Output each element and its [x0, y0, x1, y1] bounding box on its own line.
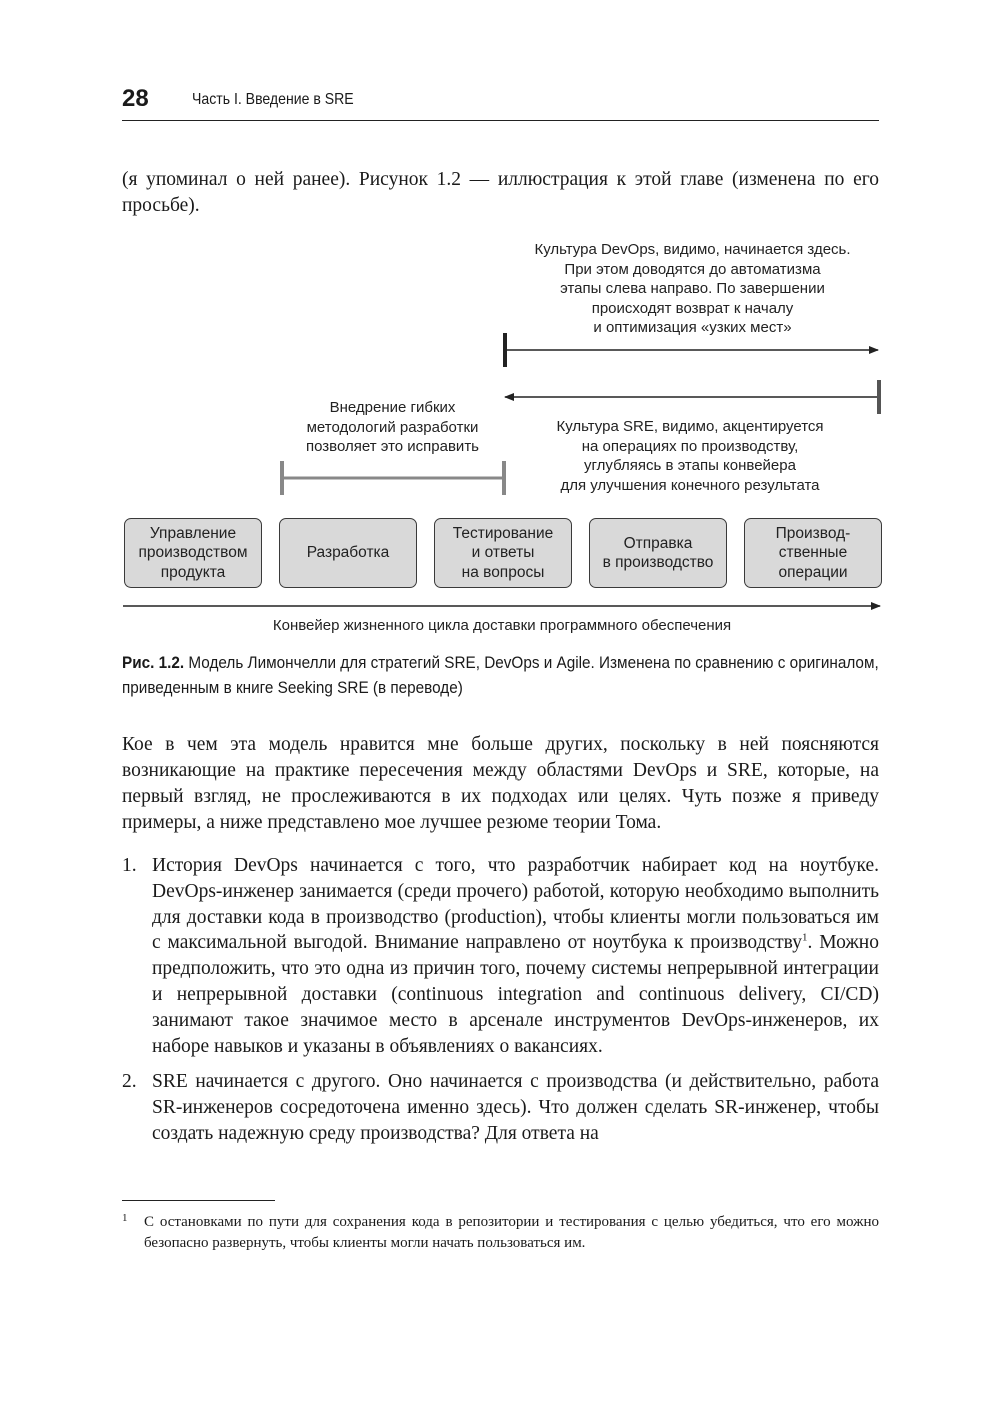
agile-note	[280, 398, 505, 457]
footnote-divider	[122, 1200, 275, 1201]
body-paragraph: Кое в чем эта модель нравится мне больше других, поскольку в ней поясняются возникающие на практике пересечения между областями DevOps и SRE, которые, на первый взгляд, не прослеживаются в их подходах или целях. Чуть позже я приведу примеры, а ниже представлено мое лучшее резюме теории Тома.	[122, 734, 879, 833]
devops-note-line: этапы слева направо. По завершении	[560, 280, 825, 297]
list-item-text: SRE начинается с другого. Оно начинается с производства (и действительно, работа SR-инженеров сосредоточена именно здесь). Что должен сделать SR-инженер, чтобы создать надежную среду производства? Для ответа на	[152, 1071, 879, 1144]
part-title: Часть I. Введение в SRE	[192, 91, 354, 108]
stage-label-line: Управление	[149, 524, 237, 542]
footnote-mark: 1	[122, 1212, 128, 1224]
stage-label-line: в производство	[602, 554, 714, 571]
sre-note-line: на операциях по производству,	[581, 437, 799, 455]
stage-label-line: ственные	[778, 544, 848, 562]
stage-label-line: Тестирование	[452, 524, 554, 542]
stage-label-line: и ответы	[471, 544, 535, 562]
footnote-text: С остановками по пути для сохранения кода в репозитории и тестирования с целью убедиться, что его можно безопасно развернуть, чтобы клиенты могли начать пользоваться им.	[144, 1214, 879, 1251]
caption-label: Рис. 1.2.	[122, 653, 185, 672]
stage-deployment	[589, 518, 727, 588]
pipeline-label: Конвейер жизненного цикла доставки программного обеспечения	[272, 617, 732, 634]
sre-note-line: Культура SRE, видимо, акцентируется	[556, 418, 824, 435]
sre-note-line: для улучшения конечного результата	[560, 476, 820, 494]
stage-label-line: Производ-	[775, 524, 851, 542]
list-item	[122, 1069, 879, 1146]
devops-note-line: и оптимизация «узких мест»	[593, 319, 792, 336]
devops-note-line: При этом доводятся до автоматизма	[564, 260, 821, 278]
footnote-ref[interactable]: 1	[801, 931, 808, 944]
sre-note-line: углубляясь в этапы конвейера	[584, 457, 796, 474]
list-item-text: История DevOps начинается с того, что разработчик набирает код на ноутбуке. DevOps-инженер занимается (среди прочего) работой, которую необходимо выполнить для доставки кода в производство (production), чтобы клиенты могли пользоваться им с максимальной выгодой. Внимание направлено от ноутбука к производству	[152, 855, 879, 954]
stage-label-line: операции	[778, 563, 848, 581]
stage-label-line: Отправка	[623, 534, 693, 552]
figure-caption	[122, 650, 879, 700]
stage-label-line: на вопросы	[461, 563, 545, 581]
stage-label-line: Разработка	[306, 544, 390, 562]
sre-note	[520, 417, 860, 495]
intro-paragraph: (я упоминал о ней ранее). Рисунок 1.2 — иллюстрация к этой главе (изменена по его просьбе).	[122, 169, 879, 216]
agile-note-line: методологий разработки	[306, 418, 479, 436]
caption-text: Модель Лимончелли для стратегий SRE, DevOps и Agile. Изменена по сравнению с оригиналом, приведенным в книге Seeking SRE (в переводе)	[122, 653, 879, 697]
stage-label-line: продукта	[160, 563, 226, 581]
numbered-list	[122, 853, 879, 1157]
stage-development	[279, 518, 417, 588]
agile-note-line: позволяет это исправить	[306, 438, 479, 455]
devops-note	[490, 240, 895, 338]
stage-testing	[434, 518, 572, 588]
devops-note-line: происходят возврат к началу	[591, 299, 794, 317]
list-item-text: . Можно предположить, что это одна из причин того, почему системы непрерывной интеграции и непрерывной доставки (continuous integration and continuous delivery, CI/CD) занимают такое значимое место в арсенале инструментов DevOps-инженеров, их наборе навыков и указаны в объявлениях о вакансиях.	[152, 932, 879, 1057]
devops-note-line: Культура DevOps, видимо, начинается здесь.	[534, 241, 851, 258]
page-number: 28	[122, 85, 149, 112]
list-item	[122, 853, 879, 1059]
stage-product-management	[124, 518, 262, 588]
running-header	[122, 84, 879, 121]
stage-label-line: производством	[138, 544, 248, 562]
list-item-number: 2.	[122, 1071, 137, 1093]
agile-note-line: Внедрение гибких	[329, 399, 456, 416]
stage-operations	[744, 518, 882, 588]
list-item-number: 1.	[122, 855, 137, 876]
footnote	[122, 1212, 879, 1254]
